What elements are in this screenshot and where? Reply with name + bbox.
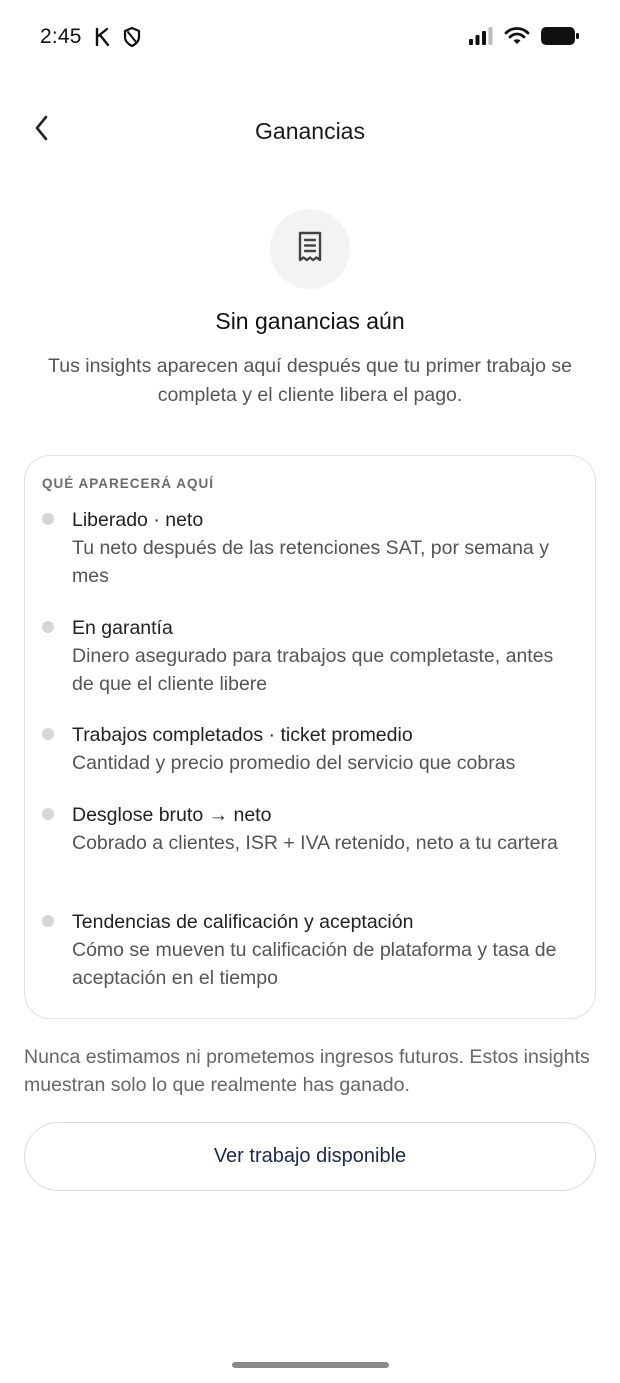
status-left-icons <box>92 26 142 53</box>
status-right-icons <box>468 26 580 51</box>
item-subtitle: Tu neto después de las retenciones SAT, por semana y mes <box>72 537 549 587</box>
bullet-dot <box>42 513 54 525</box>
page-title: Ganancias <box>255 118 365 144</box>
preview-card <box>24 455 596 1019</box>
signal-icon <box>468 26 494 51</box>
bullet-dot <box>42 728 54 740</box>
item-subtitle: Dinero asegurado para trabajos que completaste, antes de que el cliente libere <box>72 645 554 695</box>
list-item <box>42 506 579 590</box>
view-available-work-button[interactable]: Ver trabajo disponible <box>24 1122 596 1191</box>
navigation-arrow-icon <box>92 26 112 53</box>
home-indicator[interactable] <box>232 1362 389 1368</box>
item-title: Desglose bruto → neto <box>72 804 272 826</box>
bullet-dot <box>42 808 54 820</box>
battery-icon <box>540 26 580 51</box>
disclaimer-text: Nunca estimamos ni prometemos ingresos futuros. Estos insights muestran solo lo que realmente has ganado. <box>24 1046 590 1096</box>
item-title: Tendencias de calificación y aceptación <box>72 911 414 933</box>
list-item <box>42 801 579 857</box>
receipt-icon <box>297 231 323 268</box>
card-heading: QUÉ APARECERÁ AQUÍ <box>42 476 215 491</box>
status-bar <box>0 0 620 76</box>
empty-state-icon-container <box>270 209 350 289</box>
empty-state-title: Sin ganancias aún <box>215 308 405 334</box>
shield-icon <box>122 26 142 53</box>
item-subtitle: Cobrado a clientes, ISR + IVA retenido, neto a tu cartera <box>72 832 558 854</box>
wifi-icon <box>504 26 530 51</box>
header <box>0 96 620 168</box>
bullet-dot <box>42 621 54 633</box>
list-item <box>42 908 579 992</box>
item-title: En garantía <box>72 617 173 639</box>
list-item <box>42 614 579 698</box>
item-subtitle: Cómo se mueven tu calificación de plataforma y tasa de aceptación en el tiempo <box>72 939 557 989</box>
empty-state-description: Tus insights aparecen aquí después que tu primer trabajo se completa y el cliente libera el pago. <box>48 355 572 406</box>
item-subtitle: Cantidad y precio promedio del servicio que cobras <box>72 752 516 774</box>
item-title: Trabajos completados · ticket promedio <box>72 724 413 746</box>
status-time: 2:45 <box>40 25 82 48</box>
item-title: Liberado · neto <box>72 509 204 531</box>
list-item <box>42 721 579 777</box>
bullet-dot <box>42 915 54 927</box>
